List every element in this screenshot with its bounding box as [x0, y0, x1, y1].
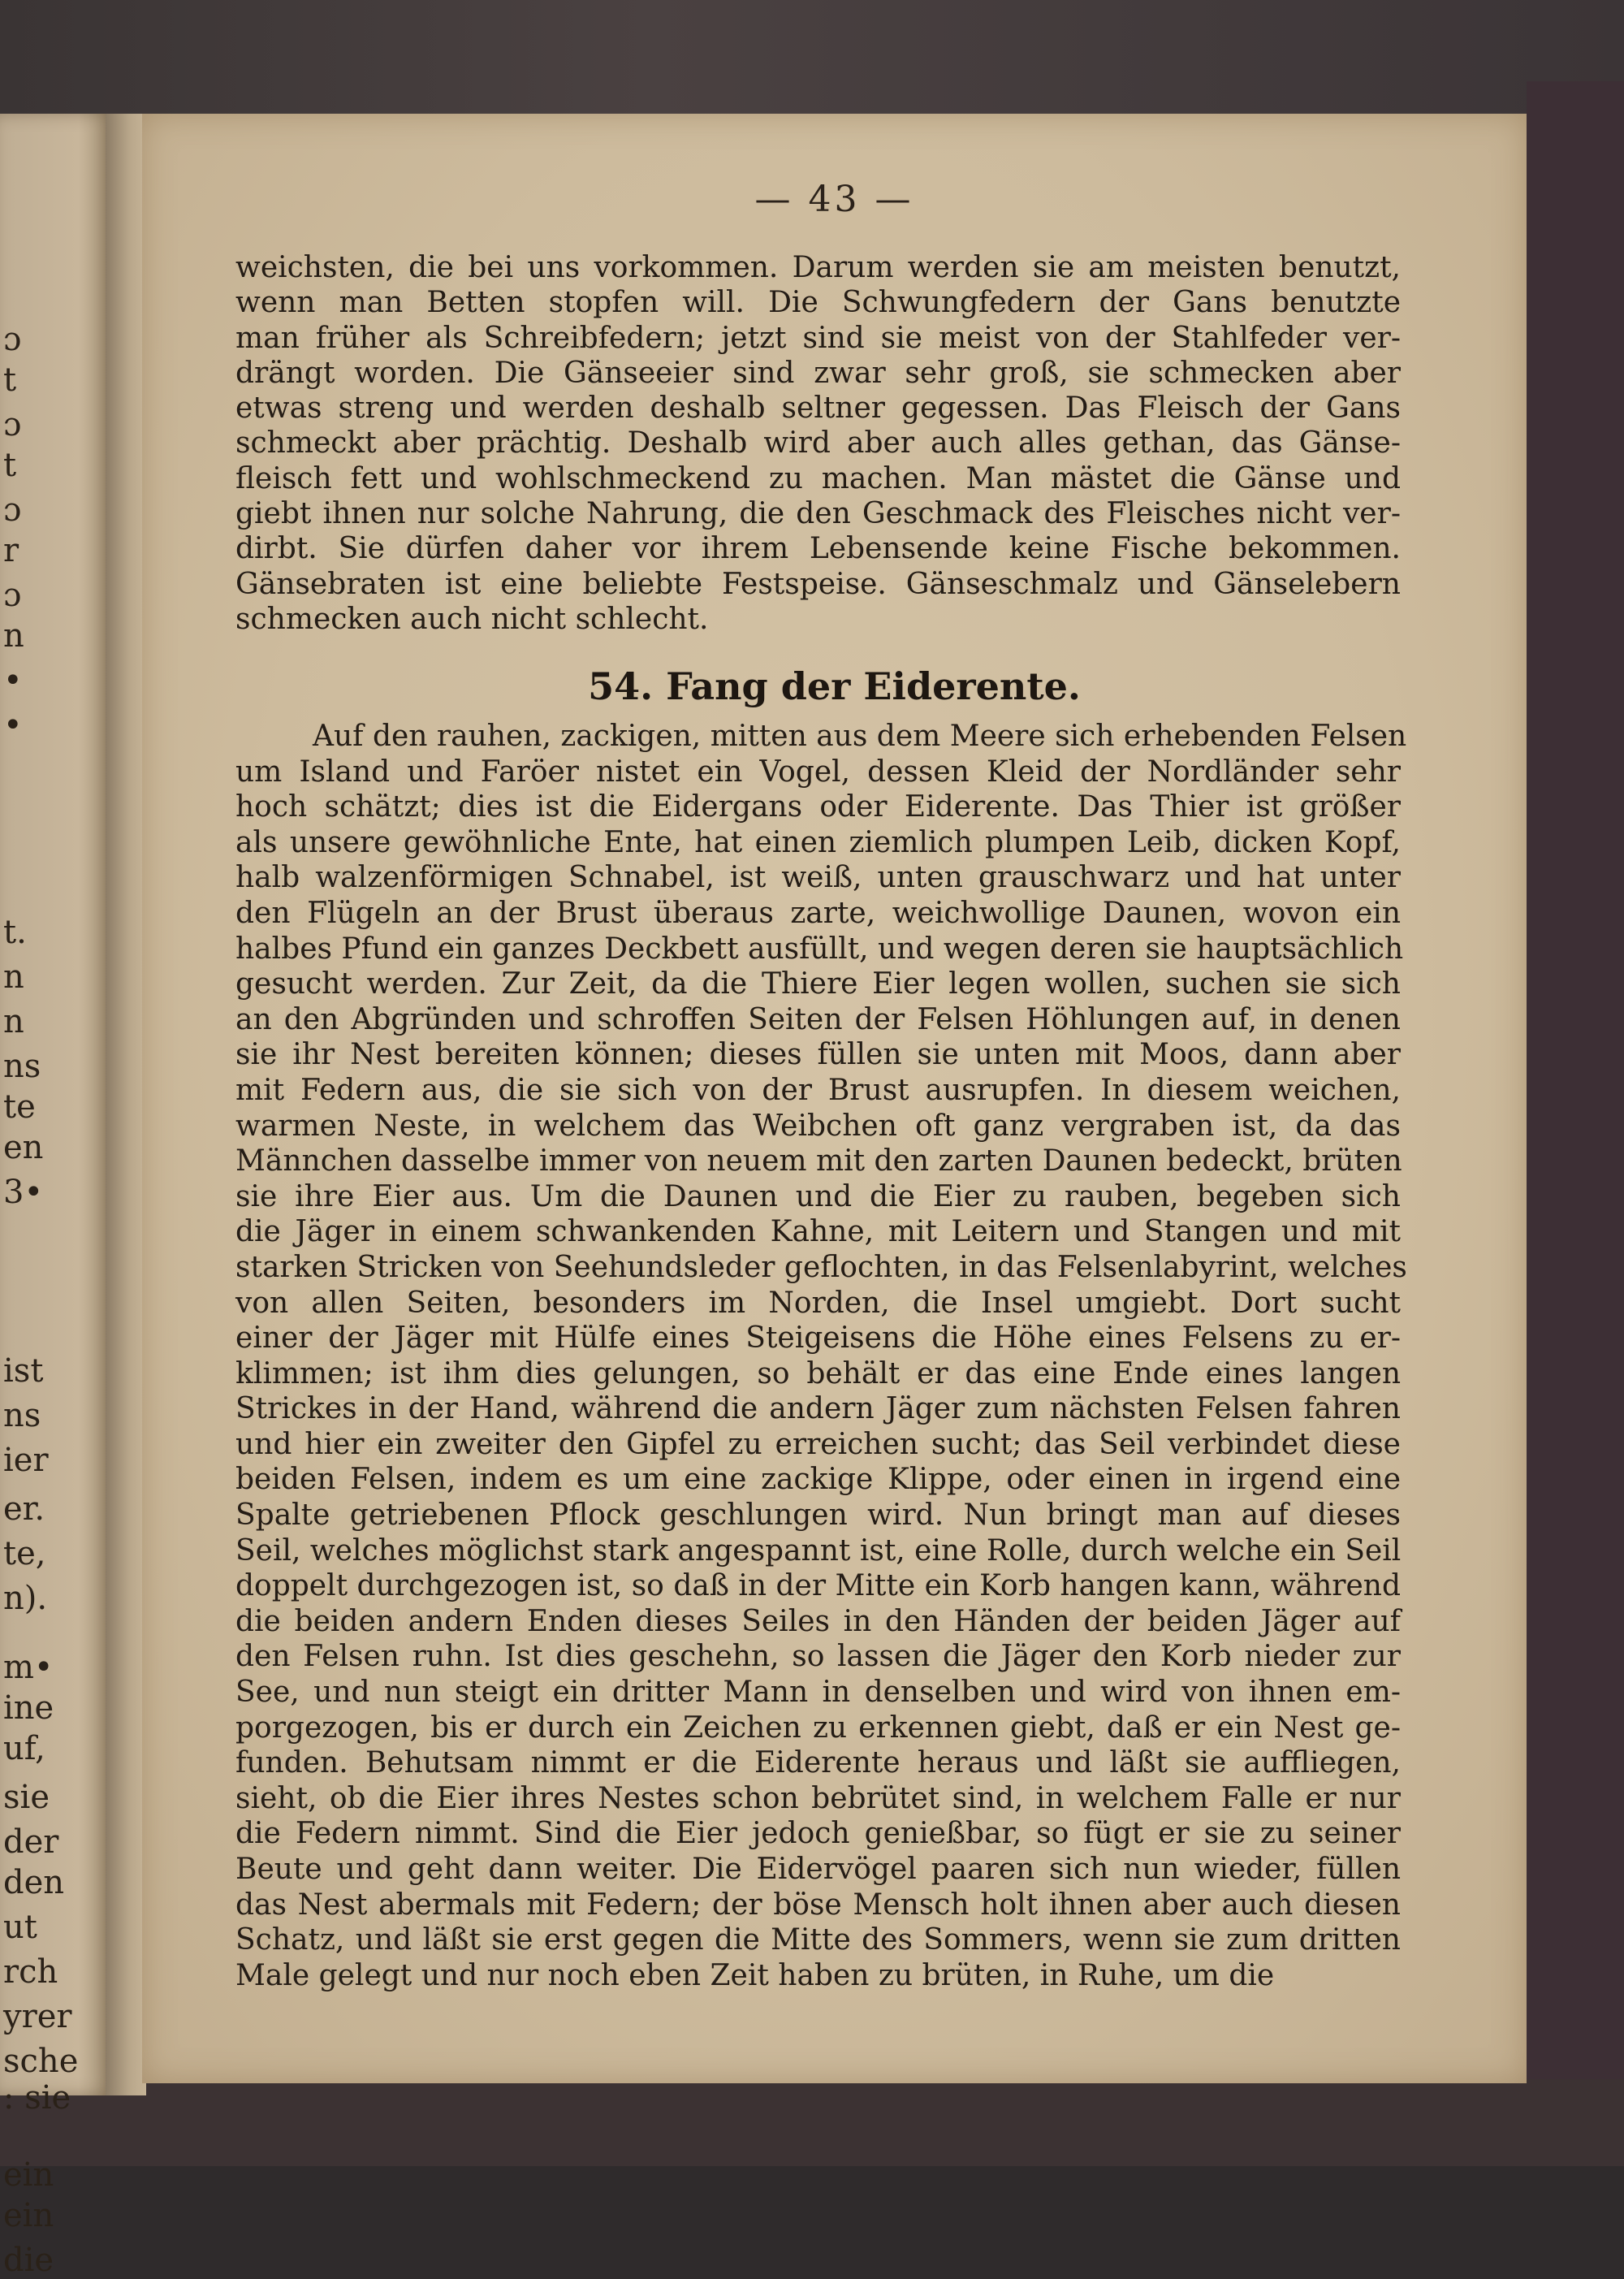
text-line: Männchen dasselbe immer von neuem mit den zarten Daunen bedeckt, brüten: [235, 1144, 1402, 1178]
previous-page-fragment: ein: [3, 2197, 54, 2234]
text-line: sie ihr Nest bereiten können; dieses füllen sie unten mit Moos, dann aber: [235, 1038, 1401, 1072]
text-line: Gänsebraten ist eine beliebte Festspeise. Gänseschmalz und Gänselebern: [235, 567, 1401, 601]
text-line: an den Abgründen und schroffen Seiten der Felsen Höhlungen auf, in denen: [235, 1002, 1401, 1036]
previous-page-fragment: sie: [3, 1779, 50, 1816]
text-line: schmeckt aber prächtig. Deshalb wird aber auch alles gethan, das Gänse-: [235, 426, 1401, 461]
previous-page-fragment: en: [3, 1129, 44, 1166]
text-line: Male gelegt und nur noch eben Zeit haben zu brüten, in Ruhe, um die: [235, 1958, 1275, 1992]
previous-page-fragment: n: [3, 617, 24, 655]
book-cover-bottom: [0, 2079, 1624, 2166]
previous-page-fragment: rch: [3, 1953, 58, 1991]
previous-page-fragment: t: [3, 447, 17, 484]
page-number: — 43 —: [754, 179, 914, 220]
text-line: sie ihre Eier aus. Um die Daunen und die Eier zu rauben, begeben sich: [235, 1179, 1401, 1213]
previous-page-fragment: n).: [3, 1580, 48, 1617]
text-line: etwas streng und werden deshalb seltner gegessen. Das Fleisch der Gans: [235, 391, 1401, 426]
text-line: hoch schätzt; dies ist die Eidergans oder Eiderente. Das Thier ist größer: [235, 790, 1401, 824]
text-line: Seil, welches möglichst stark angespannt ist, eine Rolle, durch welche ein Seil: [235, 1533, 1402, 1568]
text-line: Auf den rauhen, zackigen, mitten aus dem Meere sich erhebenden Felsen: [313, 720, 1407, 753]
text-line: um Island und Faröer nistet ein Vogel, dessen Kleid der Nordländer sehr: [235, 755, 1401, 789]
text-line: weichsten, die bei uns vorkommen. Darum werden sie am meisten benutzt,: [235, 251, 1401, 284]
previous-page-fragment: ɔ: [3, 321, 22, 358]
text-line: man früher als Schreibfedern; jetzt sind sie meist von der Stahlfeder ver-: [235, 321, 1401, 355]
previous-page-fragment: t: [3, 361, 17, 399]
text-line: wenn man Betten stopfen will. Die Schwungfedern der Gans benutzte: [235, 286, 1401, 320]
previous-page-fragment: sche: [3, 2043, 79, 2080]
previous-page-fragment: te,: [3, 1535, 46, 1572]
text-line: gesucht werden. Zur Zeit, da die Thiere Eier legen wollen, suchen sie sich: [235, 967, 1401, 1001]
text-line: Strickes in der Hand, während die andern Jäger zum nächsten Felsen fahren: [235, 1392, 1401, 1426]
text-line: starken Stricken von Seehundsleder geflochten, in das Felsenlabyrint, welches: [235, 1250, 1407, 1284]
text-line: die Federn nimmt. Sind die Eier jedoch genießbar, so fügt er sie zu seiner: [235, 1817, 1401, 1851]
previous-page-fragment: m•: [3, 1649, 54, 1686]
previous-page-fragment: ein: [3, 2156, 54, 2194]
previous-page-fragment: die: [3, 2242, 54, 2279]
text-line: drängt worden. Die Gänseeier sind zwar sehr groß, sie schmecken aber: [235, 356, 1401, 390]
previous-page-fragment: yrer: [3, 1998, 72, 2035]
previous-page-fragment: ns: [3, 1048, 41, 1085]
text-line: und hier ein zweiter den Gipfel zu erreichen sucht; das Seil verbindet diese: [235, 1427, 1401, 1461]
text-line: doppelt durchgezogen ist, so daß in der Mitte ein Korb hangen kann, während: [235, 1569, 1401, 1603]
previous-page-fragment: 3•: [3, 1174, 44, 1211]
text-line: halb walzenförmigen Schnabel, ist weiß, unten grauschwarz und hat unter: [235, 861, 1401, 895]
previous-page-fragment: : sie: [3, 2079, 71, 2117]
text-line: See, und nun steigt ein dritter Mann in denselben und wird von ihnen em-: [235, 1676, 1401, 1710]
text-line: die Jäger in einem schwankenden Kahne, mit Leitern und Stangen und mit: [235, 1215, 1401, 1249]
book-cover-edge: [1527, 81, 1624, 2087]
previous-page-fragment: n: [3, 958, 24, 996]
text-line: dirbt. Sie dürfen daher vor ihrem Lebensende keine Fische bekommen.: [235, 532, 1401, 566]
previous-page-fragment: •: [3, 707, 23, 744]
book-gutter: [106, 114, 146, 2095]
text-line: porgezogen, bis er durch ein Zeichen zu erkennen giebt, daß er ein Nest ge-: [235, 1710, 1401, 1745]
previous-page-fragment: ɔ: [3, 577, 22, 614]
text-line: die beiden andern Enden dieses Seiles in den Händen der beiden Jäger auf: [235, 1604, 1401, 1638]
previous-page-edge: [0, 114, 112, 2279]
previous-page-fragment: ɔ: [3, 406, 22, 443]
paragraph-goose: [235, 250, 1401, 637]
previous-page-fragment: t.: [3, 914, 27, 951]
text-line: warmen Neste, in welchem das Weibchen oft ganz vergraben ist, da das: [235, 1109, 1401, 1143]
previous-page-fragment: te: [3, 1088, 36, 1126]
previous-page-fragment: der: [3, 1823, 59, 1861]
section-heading: 54. Fang der Eiderente.: [588, 664, 1081, 708]
previous-page-fragment: ɔ: [3, 491, 22, 529]
previous-page-fragment: er.: [3, 1490, 45, 1528]
previous-page-fragment: uf,: [3, 1730, 45, 1767]
previous-page-fragment: n: [3, 1003, 24, 1040]
text-line: funden. Behutsam nimmt er die Eiderente heraus und läßt sie auffliegen,: [235, 1746, 1401, 1780]
text-line: den Felsen ruhn. Ist dies geschehn, so lassen die Jäger den Korb nieder zur: [235, 1640, 1401, 1674]
text-line: fleisch fett und wohlschmeckend zu machen. Man mästet die Gänse und: [235, 461, 1401, 495]
text-line: das Nest abermals mit Federn; der böse Mensch holt ihnen aber auch diesen: [235, 1888, 1401, 1922]
text-line: als unsere gewöhnliche Ente, hat einen ziemlich plumpen Leib, dicken Kopf,: [235, 825, 1401, 859]
paragraph-eider-duck: [235, 719, 1407, 1993]
text-line: schmecken auch nicht schlecht.: [235, 602, 709, 636]
previous-page-fragment: ut: [3, 1909, 37, 1946]
previous-page-fragment: •: [3, 662, 23, 699]
text-line: den Flügeln an der Brust überaus zarte, weichwollige Daunen, wovon ein: [235, 896, 1401, 930]
text-line: Beute und geht dann weiter. Die Eidervögel paaren sich nun wieder, füllen: [235, 1853, 1401, 1886]
text-line: Spalte getriebenen Pflock geschlungen wird. Nun bringt man auf dieses: [235, 1498, 1401, 1533]
book-page: [142, 114, 1527, 2083]
text-line: giebt ihnen nur solche Nahrung, die den Geschmack des Fleisches nicht ver-: [235, 497, 1401, 531]
previous-page-fragment: ier: [3, 1442, 49, 1479]
text-line: beiden Felsen, indem es um eine zackige Klippe, oder einen in irgend eine: [235, 1463, 1401, 1497]
text-line: einer der Jäger mit Hülfe eines Steigeisens die Höhe eines Felsens zu er-: [235, 1321, 1401, 1356]
previous-page-fragment: r: [3, 532, 19, 569]
previous-page-fragment: ist: [3, 1352, 44, 1390]
previous-page-fragment: den: [3, 1864, 65, 1901]
text-line: klimmen; ist ihm dies gelungen, so behält er das eine Ende eines langen: [235, 1356, 1401, 1390]
text-line: Schatz, und läßt sie erst gegen die Mitte des Sommers, wenn sie zum dritten: [235, 1923, 1401, 1957]
text-line: mit Federn aus, die sie sich von der Brust ausrupfen. In diesem weichen,: [235, 1073, 1401, 1107]
text-line: sieht, ob die Eier ihres Nestes schon bebrütet sind, in welchem Falle er nur: [235, 1781, 1401, 1815]
previous-page-fragment: ns: [3, 1397, 41, 1434]
text-line: halbes Pfund ein ganzes Deckbett ausfüllt, und wegen deren sie hauptsächlich: [235, 932, 1404, 966]
text-line: von allen Seiten, besonders im Norden, die Insel umgiebt. Dort sucht: [235, 1286, 1401, 1320]
previous-page-fragment: ine: [3, 1689, 54, 1727]
